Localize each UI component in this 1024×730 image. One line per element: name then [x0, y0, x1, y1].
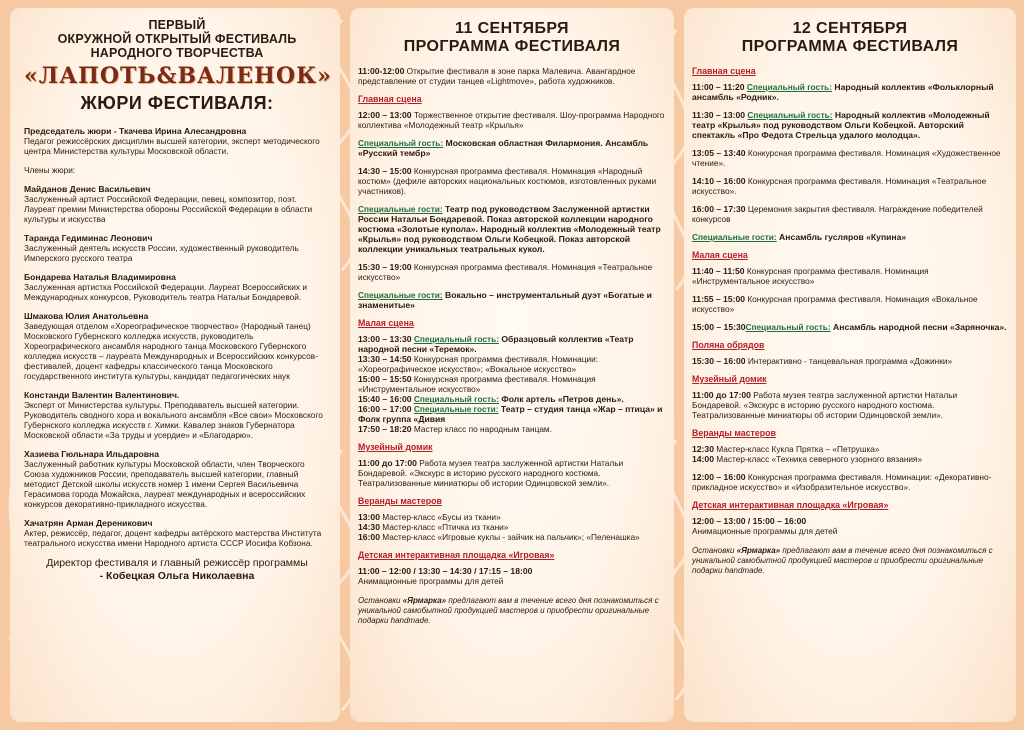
jury-members-label: Члены жюри:: [24, 165, 76, 175]
program-item: Специальные гости: Ансамбль гусляров «Купина»: [692, 232, 907, 242]
program-item: 11:40 – 11:50 Конкурсная программа фестиваля. Номинация «Инструментальное искусство»: [692, 266, 929, 286]
section-title-masters: Веранды мастеров: [358, 496, 442, 506]
program-item: 16:00 – 17:00 Специальные гости: Театр – студия танца «Жар – птица» и Фолк группа «Дивия: [358, 404, 663, 424]
program-item: 12:00 – 13:00 / 15:00 – 16:00 Анимационные программы для детей: [692, 516, 838, 536]
program-item: 14:30 – 15:00 Конкурсная программа фестиваля. Номинация «Народный костюм» (дефиле авторских национальных костюмов, изготовленных руками участников).: [358, 166, 657, 196]
program-item: 11:00 – 12:00 / 13:30 – 14:30 / 17:15 – 18:00 Анимационные программы для детей: [358, 566, 533, 586]
jury-title: ЖЮРИ ФЕСТИВАЛЯ:: [80, 93, 274, 113]
program-item: 11:30 – 13:00 Специальный гость: Народный коллектив «Молодежный театр «Крылья» под руководством Ольги Кобецкой. Авторский спектакль «Про Федота Стрельца удалого молодца».: [692, 110, 990, 140]
program-item: 11:00 до 17:00 Работа музея театра заслуженной артистки Натальи Бондаревой. «Экскурс в историю русского народного костюма. Театрализованные миниатюры об истории Одинцовской земли».: [692, 390, 958, 420]
program-item: 11:55 – 15:00 Конкурсная программа фестиваля. Номинация «Вокальное искусство»: [692, 294, 978, 314]
program-item: 13:00 Мастер-класс «Бусы из ткани»: [358, 512, 501, 522]
jury-member: Майданов Денис Васильевич Заслуженный артист Российской Федерации, певец, композитор, поэт. Лауреат премии Министерства обороны Российской Федерации в области культуры и искусства: [24, 184, 313, 224]
jury-panel: [10, 8, 340, 722]
program-item: 12:00 – 13:00 Торжественное открытие фестиваля. Шоу-программа Народного коллектива «Молодежный театр «Крылья»: [358, 110, 665, 130]
program-item: 14:30 Мастер-класс «Птичка из ткани»: [358, 522, 509, 532]
festival-director: Директор фестиваля и главный режиссёр программы - Кобецкая Ольга Николаевна: [46, 557, 308, 582]
section-title-kids: Детская интерактивная площадка «Игровая»: [692, 500, 889, 510]
program-item: 16:00 Мастер-класс «Игровые куклы - зайчик на пальчик»; «Пеленашка»: [358, 532, 640, 542]
program-item: 13:00 – 13:30 Специальный гость: Образцовый коллектив «Театр народной песни «Теремок».: [358, 334, 634, 354]
program-item: 15:00 – 15:30Специальный гость: Ансамбль народной песни «Заряночка».: [692, 322, 1007, 332]
section-title-glade: Поляна обрядов: [692, 340, 765, 350]
program-item: 16:00 – 17:30 Церемония закрытия фестиваля. Награждение победителей конкурсов: [692, 204, 983, 224]
program-item: 15:30 – 16:00 Интерактивно - танцевальная программа «Дожинки»: [692, 356, 953, 366]
program-item: Специальный гость: Московская областная Филармония. Ансамбль «Русский тембр»: [358, 138, 649, 158]
jury-member: Бондарева Наталья Владимировна Заслуженная артистка Российской Федерации. Лауреат Всероссийских и Международных конкурсов, Руководитель театра Натальи Бондаревой.: [24, 272, 307, 302]
program-item: 12:30 Мастер-класс Кукла Прятка – «Петрушка»: [692, 444, 880, 454]
jury-member: Хазиева Гюльнара Ильдаровна Заслуженный работник культуры Московской области, член Творческого Союза художников России, преподаватель высшей категории, главный методист Детской школы искусств номер 1 имени Сергея Васильевича Герасимова города Можайска, лауреат международных и всероссийских конкурсов декоративно-прикладного искусства.: [24, 449, 306, 509]
program-item: 17:50 – 18:20 Мастер класс по народным танцам.: [358, 424, 552, 434]
festival-logo: «ЛАПОТЬ&ВАЛЕНОК»: [24, 63, 332, 89]
day-heading: 12 СЕНТЯБРЯ ПРОГРАММА ФЕСТИВАЛЯ: [741, 20, 959, 55]
jury-member: Таранда Гедиминас Леонович Заслуженный деятель искусств России, художественный руководитель Имперского русского театра: [24, 233, 299, 263]
program-item: 11:00 до 17:00 Работа музея театра заслуженной артистки Натальи Бондаревой. «Экскурс в историю русского народного костюма. Театрализованные миниатюры об истории Одинцовской земли».: [358, 458, 624, 488]
section-title-kids: Детская интерактивная площадка «Игровая»: [358, 550, 555, 560]
section-title-main-stage: Главная сцена: [692, 66, 756, 76]
program-item: 11:00-12:00 Открытие фестиваля в зоне парка Малевича. Авангардное представление от студии танцев «Lightmove», работа художников.: [358, 66, 636, 86]
program-day-12: [684, 8, 1016, 722]
program-item: 12:00 – 16:00 Конкурсная программа фестиваля. Номинации: «Декоративно-прикладное искусство» и «Изобразительное искусство».: [692, 472, 992, 492]
program-item: 15:40 – 16:00 Специальный гость: Фолк артель «Петров день».: [358, 394, 624, 404]
section-title-museum: Музейный домик: [358, 442, 433, 452]
program-item: 13:30 – 14:50 Конкурсная программа фестиваля. Номинации: «Хореографическое искусство»; «Вокальное искусство»: [358, 354, 599, 374]
program-item: 11:00 – 11:20 Специальный гость: Народный коллектив «Фольклорный ансамбль «Родник».: [692, 82, 994, 102]
program-item: Специальные гости: Театр под руководством Заслуженной артистки России Натальи Бондаревой. Показ авторской коллекции народного костюма «Золотые купола». Народный коллектив «Молодежный театр «Крылья» под руководством Ольги Кобецкой. Показ авторской коллекции уникальных театральных кукол.: [358, 204, 661, 254]
program-item: 14:00 Мастер-класс «Техника северного узорного вязания»: [692, 454, 923, 464]
program-item: 14:10 – 16:00 Конкурсная программа фестиваля. Номинация «Театральное искусство».: [692, 176, 987, 196]
festival-header: ПЕРВЫЙ ОКРУЖНОЙ ОТКРЫТЫЙ ФЕСТИВАЛЬ НАРОДНОГО ТВОРЧЕСТВА: [57, 18, 297, 60]
program-item: 15:00 – 15:50 Конкурсная программа фестиваля. Номинация «Инструментальное искусство»: [358, 374, 596, 394]
program-item: 13:05 – 13:40 Конкурсная программа фестиваля. Номинация «Художественное чтение».: [692, 148, 1001, 168]
program-item: Специальные гости: Вокально – инструментальный дуэт «Богатые и знаменитые»: [358, 290, 652, 310]
day-heading: 11 СЕНТЯБРЯ ПРОГРАММА ФЕСТИВАЛЯ: [403, 20, 621, 55]
section-title-small-stage: Малая сцена: [358, 318, 414, 328]
jury-member: Констанди Валентин Валентинович. Эксперт от Министерства культуры. Преподаватель высшей категории. Руководитель сводного хора и вокального ансамбля «Все свои» Московского Губернского колледжа искусств г. Химки. Кавалер знаков Губернатора Московской области «За труды и усердие» и «Благодарю».: [24, 390, 323, 440]
section-title-small-stage: Малая сцена: [692, 250, 748, 260]
section-title-main-stage: Главная сцена: [358, 94, 422, 104]
program-item: 15:30 – 19:00 Конкурсная программа фестиваля. Номинация «Театральное искусство»: [358, 262, 653, 282]
section-title-masters: Веранды мастеров: [692, 428, 776, 438]
fair-note: Остановки «Ярмарка» предлагают вам в течение всего дня познакомиться с уникальной самобытной продукцией мастеров и приобрести оригинальные подарки handmade.: [358, 596, 659, 625]
jury-member: Хачатрян Арман Дереникович Актер, режиссёр, педагог, доцент кафедры актёрского мастерства Института театрального искусства имени Народного артиста СССР Иосифа Кобзона.: [24, 518, 322, 548]
jury-member: Шмакова Юлия Анатольевна Заведующая отделом «Хореографическое творчество» (Народный танец) Московского Губернского колледжа искусств, руководитель Хореографического ансамбля народного танца Московского Губернского колледжа искусств – лауреата Международных и Всероссийских конкурсов-фестивалей, доцент кафедры классического танца Московского государственного института культуры, кандидат педагогических наук: [24, 311, 318, 381]
program-day-11: [350, 8, 674, 722]
fair-note: Остановки «Ярмарка» предлагают вам в течение всего дня познакомиться с уникальной самобытной продукцией мастеров и приобрести оригинальные подарки handmade.: [692, 546, 993, 575]
jury-chair: Председатель жюри - Ткачева Ирина Алесандровна Педагог режиссёрских дисциплин высшей категории, эксперт методического центра Министерства культуры Московской области.: [24, 126, 320, 156]
section-title-museum: Музейный домик: [692, 374, 767, 384]
